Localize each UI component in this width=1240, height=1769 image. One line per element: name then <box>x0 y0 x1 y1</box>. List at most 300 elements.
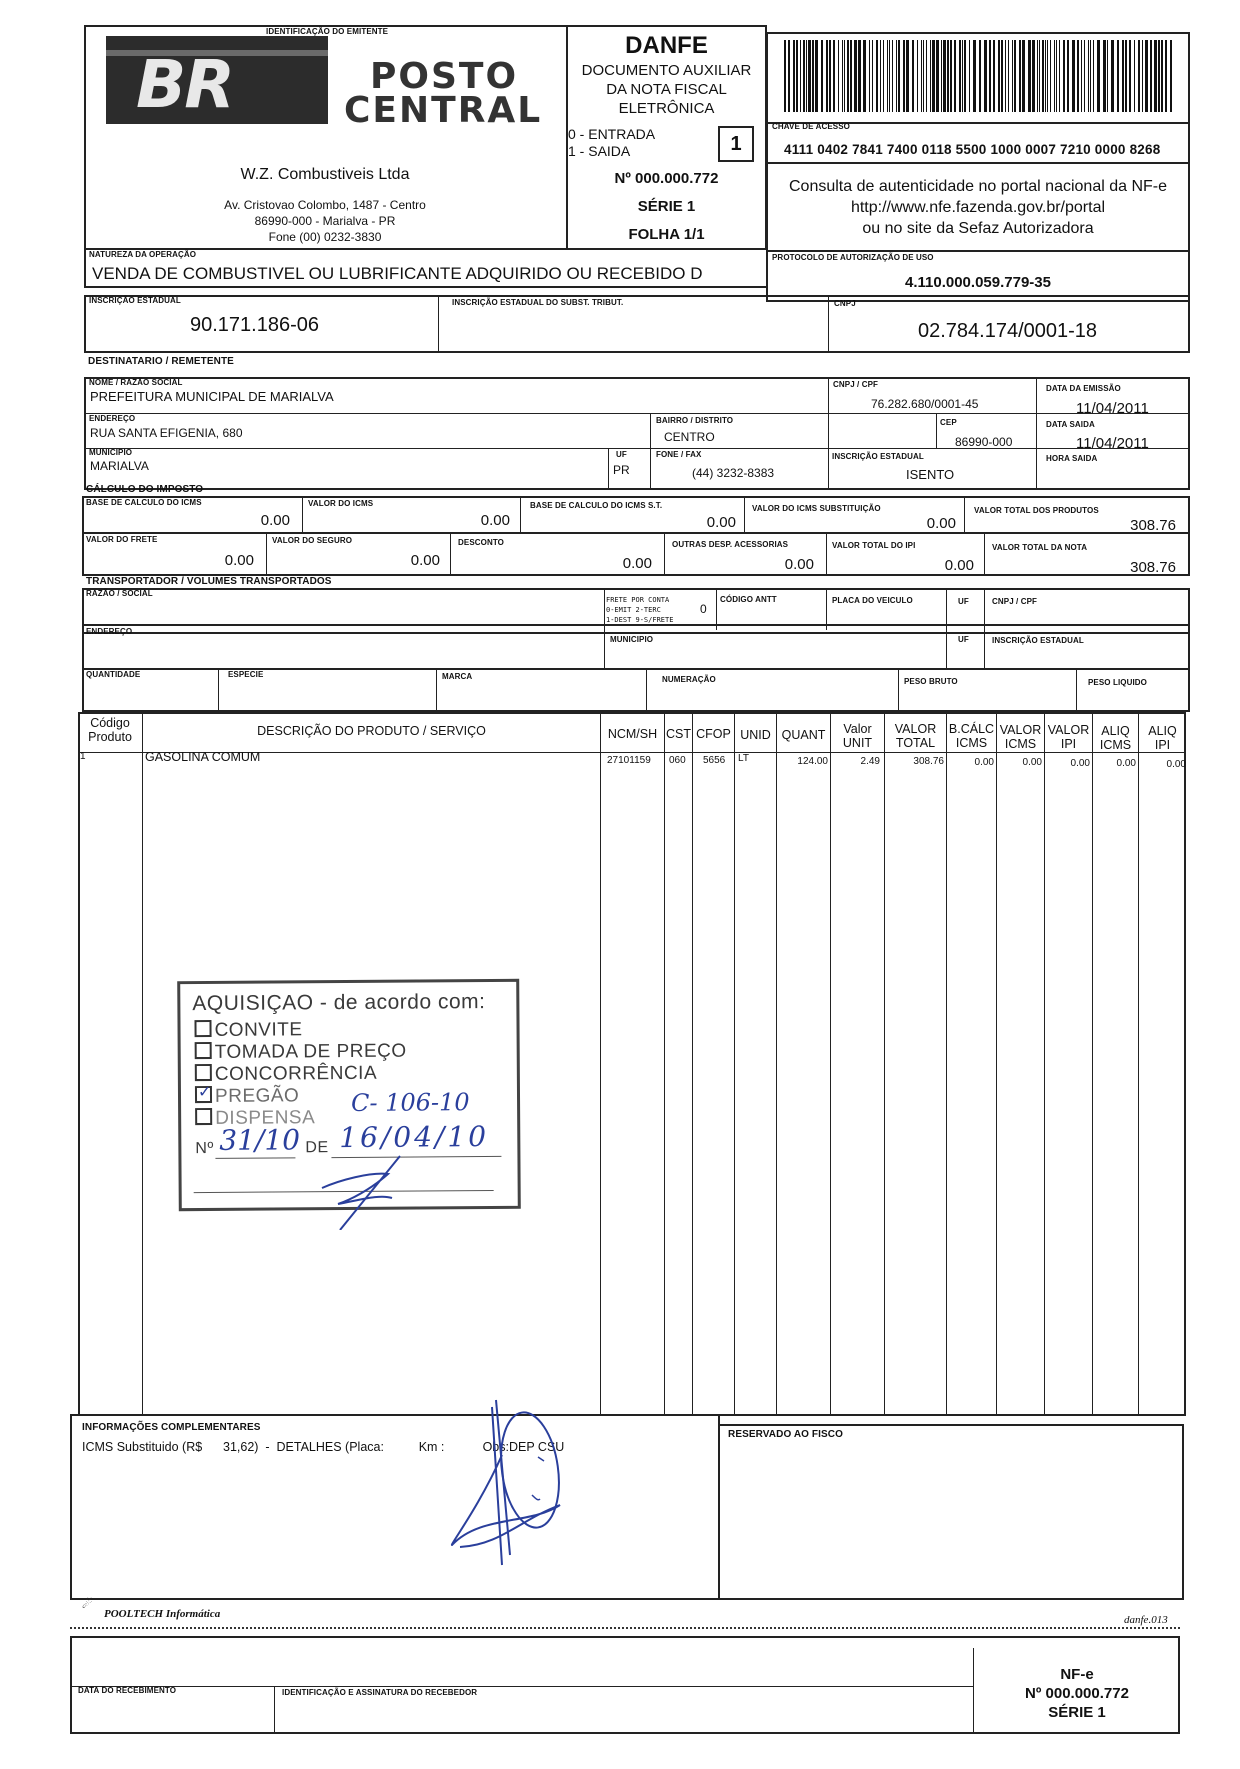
barcode-bar <box>1122 40 1124 112</box>
canhoto-data-label: DATA DO RECEBIMENTO <box>78 1686 177 1695</box>
barcode-bar <box>1170 40 1172 112</box>
consulta-line2: http://www.nfe.fazenda.gov.br/portal <box>850 199 1106 216</box>
danfe-subtitle1: DOCUMENTO AUXILIAR <box>581 62 752 79</box>
th-vicms2: ICMS <box>1004 737 1037 751</box>
barcode-bar <box>898 40 900 112</box>
barcode-bar <box>1063 40 1065 112</box>
row-bc-icms: 0.00 <box>974 757 994 768</box>
barcode-bar <box>863 40 866 112</box>
stamp-title: AQUISIÇAO - de acordo com: <box>192 990 486 1016</box>
barcode-bar <box>1138 40 1140 112</box>
row-vtotal: 308.76 <box>913 756 944 767</box>
barcode-bar <box>806 40 807 112</box>
barcode-bar <box>932 40 935 112</box>
danfe-title: DANFE <box>625 32 708 59</box>
bc-st: 0.00 <box>706 514 736 531</box>
ie-st-label: INSCRIÇÃO ESTADUAL DO SUBST. TRIBUT. <box>452 298 624 307</box>
barcode-bar <box>1008 40 1009 112</box>
th-cfop: CFOP <box>696 727 731 741</box>
barcode-bar <box>788 40 790 112</box>
stamp-option-concorrencia <box>195 1063 377 1086</box>
dest-v5 <box>936 414 937 448</box>
barcode-bar <box>1103 40 1106 112</box>
stamp-nr-line <box>215 1157 295 1159</box>
tr-v8 <box>646 669 647 711</box>
stamp-hand-code: C- 106-10 <box>350 1088 470 1117</box>
dest-endereco: RUA SANTA EFIGENIA, 680 <box>90 426 243 440</box>
emitente-address1: Av. Cristovao Colombo, 1487 - Centro <box>224 198 426 212</box>
desconto-label: DESCONTO <box>458 538 504 547</box>
barcode-bar <box>833 40 835 112</box>
emitente-section-label: IDENTIFICAÇÃO DO EMITENTE <box>266 27 389 36</box>
barcode-bar <box>979 40 981 112</box>
barcode-bar <box>921 40 922 112</box>
tr-quantidade-label: QUANTIDADE <box>86 670 141 679</box>
pcol-10 <box>996 713 997 1415</box>
icms-st: 0.00 <box>926 515 956 532</box>
barcode-bar <box>1072 40 1075 112</box>
ipi: 0.00 <box>944 557 974 574</box>
row-cst: 060 <box>669 755 686 766</box>
barcode-bar <box>1088 40 1089 112</box>
barcode-bar <box>923 40 924 112</box>
chave-label: CHAVE DE ACESSO <box>772 122 850 131</box>
natureza-label: NATUREZA DA OPERAÇÃO <box>89 250 197 259</box>
barcode-bar <box>969 40 970 112</box>
fisco-label: RESERVADO AO FISCO <box>728 1429 843 1440</box>
row-descricao: GASOLINA COMUM <box>145 750 261 764</box>
th-unid: UNID <box>740 728 771 742</box>
th-quant: QUANT <box>781 728 826 742</box>
barcode-bar <box>1037 40 1038 112</box>
logo-central: CENTRAL <box>344 90 543 131</box>
emitente-address2: 86990-000 - Marialva - PR <box>254 214 396 228</box>
tr-frete-conta2: 0-EMIT 2-TERC <box>606 606 661 614</box>
outras: 0.00 <box>784 556 814 573</box>
checkbox-icon <box>195 1064 212 1081</box>
row-quant: 124.00 <box>797 756 828 767</box>
barcode-bar <box>912 40 914 112</box>
dest-fone-label: FONE / FAX <box>656 450 702 459</box>
danfe-entrada: 0 - ENTRADA <box>568 126 656 142</box>
barcode-bar <box>1014 40 1016 112</box>
dest-uf-label: UF <box>616 450 627 459</box>
barcode-bar <box>906 40 909 112</box>
barcode-bar <box>1134 40 1135 112</box>
th-vunit2: UNIT <box>842 736 873 750</box>
barcode-bar <box>1084 40 1085 112</box>
pcol-8 <box>884 713 885 1415</box>
barcode-bar <box>941 40 942 112</box>
th-vtotal1: VALOR <box>894 722 937 736</box>
barcode-bar <box>1142 40 1143 112</box>
tr-uf2-label: UF <box>958 635 969 644</box>
canhoto-mid-line <box>70 1686 974 1687</box>
tr-frete-conta1: FRETE POR CONTA <box>606 596 670 604</box>
cut-line <box>70 1627 1180 1629</box>
pcol-11 <box>1044 713 1045 1415</box>
dest-v3 <box>650 414 651 490</box>
barcode-bar <box>826 40 828 112</box>
barcode-bar <box>984 40 987 112</box>
stamp-nr-label: Nº <box>195 1139 214 1158</box>
tr-placa-label: PLACA DO VEICULO <box>832 596 913 605</box>
barcode-bar <box>800 40 801 112</box>
transp-box-row2 <box>82 624 1190 670</box>
pcol-12 <box>1092 713 1093 1415</box>
barcode-bar <box>962 40 963 112</box>
row-a-icms: 0.00 <box>1116 758 1136 769</box>
total-prod: 308.76 <box>1130 517 1176 534</box>
row-cfop: 5656 <box>703 755 726 766</box>
dest-row1 <box>84 413 1190 414</box>
dest-cep: 86990-000 <box>955 435 1013 449</box>
barcode-bar <box>815 40 818 112</box>
th-vipi1: VALOR <box>1047 723 1090 737</box>
th-vtotal2: TOTAL <box>895 736 936 750</box>
barcode-bar <box>1129 40 1131 112</box>
checked-box-icon: ✓ <box>195 1086 212 1103</box>
tr-v4 <box>946 590 947 670</box>
barcode-bar <box>1054 40 1055 112</box>
barcode-bar <box>1165 40 1167 112</box>
barcode-bar <box>1022 40 1025 112</box>
br-logo <box>106 36 328 124</box>
frete: 0.00 <box>224 552 254 569</box>
dest-data-emissao-label: DATA DA EMISSÃO <box>1046 384 1121 393</box>
footer-code: danfe.013 <box>1124 1614 1168 1626</box>
canhoto-serie: SÉRIE 1 <box>1048 1704 1106 1721</box>
barcode-bar <box>869 40 870 112</box>
th-cst: CST <box>666 727 691 741</box>
barcode-bar <box>883 40 884 112</box>
barcode-bar <box>1039 40 1040 112</box>
barcode-bar <box>1056 40 1057 112</box>
consulta-line1: Consulta de autenticidade no portal nacional da NF-e <box>788 178 1168 195</box>
dest-ie: ISENTO <box>906 467 955 482</box>
dest-hora-saida-label: HORA SAIDA <box>1046 454 1098 463</box>
th-bc2: ICMS <box>955 736 988 750</box>
dest-v4 <box>608 449 609 489</box>
dest-uf: PR <box>613 463 630 477</box>
barcode-bar <box>796 40 798 112</box>
barcode-bar <box>947 40 949 112</box>
barcode-bar <box>821 40 823 112</box>
tr-peso-liquido-label: PESO LIQUIDO <box>1088 678 1147 687</box>
imp-v2 <box>520 497 521 534</box>
stamp-option-tomada <box>195 1041 407 1064</box>
logo-posto: POSTO <box>370 56 519 97</box>
barcode-bar <box>892 40 893 112</box>
dest-ie-label: INSCRIÇÃO ESTADUAL <box>832 452 924 461</box>
tr-v9 <box>898 669 899 711</box>
canhoto-assinatura-label: IDENTIFICAÇÃO E ASSINATURA DO RECEBEDOR <box>282 1688 478 1697</box>
barcode-bar <box>1097 40 1100 112</box>
row-vunit: 2.49 <box>860 756 880 767</box>
stamp-convite-label: CONVITE <box>214 1019 303 1041</box>
tr-especie-label: ESPECIE <box>228 670 264 679</box>
icms-label: VALOR DO ICMS <box>308 499 374 508</box>
inscricao-divider1 <box>438 296 439 352</box>
imp-v3 <box>744 497 745 534</box>
tr-peso-bruto-label: PESO BRUTO <box>904 677 958 686</box>
barcode-bar <box>1050 40 1051 112</box>
barcode-bar <box>998 40 1000 112</box>
barcode-bar <box>1081 40 1082 112</box>
dest-nome: PREFEITURA MUNICIPAL DE MARIALVA <box>90 389 334 404</box>
barcode-bar <box>872 40 873 112</box>
pcol-1 <box>142 713 143 1415</box>
barcode-bar <box>1125 40 1127 112</box>
danfe-tipo: 1 <box>718 126 754 162</box>
protocolo-label: PROTOCOLO DE AUTORIZAÇÃO DE USO <box>772 253 934 262</box>
canhoto-v1 <box>274 1686 275 1734</box>
barcode-bar <box>936 40 939 112</box>
barcode-bar <box>964 40 966 112</box>
barcode-bar <box>943 40 946 112</box>
barcode-bar <box>1032 40 1035 112</box>
barcode-bar <box>1077 40 1079 112</box>
danfe-subtitle3: ELETRÔNICA <box>618 100 715 117</box>
barcode-bar <box>880 40 881 112</box>
tr-municipio-label: MUNICIPIO <box>610 635 654 644</box>
pcol-5 <box>734 713 735 1415</box>
barcode-bar <box>1005 40 1006 112</box>
bc-icms: 0.00 <box>260 512 290 529</box>
dest-cnpj-label: CNPJ / CPF <box>833 380 879 389</box>
barcode-bar <box>850 40 852 112</box>
barcode-bar <box>829 40 831 112</box>
imp-v6 <box>450 533 451 575</box>
imp-v5 <box>266 533 267 575</box>
tr-frete-conta3: 1-DEST 9-S/FRETE <box>606 616 674 624</box>
barcode-bar <box>903 40 905 112</box>
cnpj-emitente-value: 02.784.174/0001-18 <box>918 320 1098 342</box>
canhoto-nfe: NF-e <box>1060 1666 1094 1683</box>
th-aicms2: ICMS <box>1099 738 1132 752</box>
dest-endereco-label: ENDEREÇO <box>89 414 136 423</box>
dest-bairro: CENTRO <box>664 430 715 444</box>
checkbox-icon <box>195 1108 212 1125</box>
checkbox-icon <box>194 1020 211 1037</box>
th-aipi1: ALIQ <box>1148 724 1177 738</box>
dest-data-saida-label: DATA SAIDA <box>1046 420 1095 429</box>
tr-v7 <box>436 669 437 711</box>
icms-st-label: VALOR DO ICMS SUBSTITUIÇÃO <box>752 504 881 513</box>
seguro: 0.00 <box>410 552 440 569</box>
info-text: ICMS Substituido (R$ 31,62) - DETALHES (Placa: Km : Obs:DEP CSU <box>82 1440 565 1454</box>
checkbox-icon <box>195 1042 212 1059</box>
tr-v1 <box>604 590 605 670</box>
th-codigo1: Código <box>90 716 130 730</box>
pcol-6 <box>776 713 777 1415</box>
danfe-saida: 1 - SAIDA <box>568 143 631 159</box>
emitente-company: W.Z. Combustiveis Ltda <box>240 166 410 183</box>
tr-v5 <box>984 590 985 670</box>
danfe-numero: Nº 000.000.772 <box>614 170 719 187</box>
th-bc1: B.CÁLC <box>948 722 995 736</box>
barcode-bar <box>954 40 956 112</box>
barcode-bar <box>838 40 839 112</box>
inscricao-divider2 <box>828 296 829 352</box>
natureza-value: VENDA DE COMBUSTIVEL OU LUBRIFICANTE ADQUIRIDO OU RECEBIDO D <box>92 264 703 283</box>
barcode-bar <box>793 40 795 112</box>
destinatario-section-label: DESTINATARIO / REMETENTE <box>88 356 234 367</box>
bc-icms-label: BASE DE CALCULO DO ICMS <box>86 498 202 507</box>
barcode-bar <box>1093 40 1094 112</box>
barcode-bar <box>1019 40 1021 112</box>
bc-st-label: BASE DE CALCULO DO ICMS S.T. <box>530 501 663 510</box>
dest-municipio-label: MUNICIPIO <box>89 448 133 457</box>
footer-software: POOLTECH Informática <box>104 1608 221 1620</box>
dest-cep-label: CEP <box>940 418 957 427</box>
row-v-icms: 0.00 <box>1022 757 1042 768</box>
stamp-option-pregao <box>195 1085 299 1108</box>
dest-row2 <box>84 448 1190 449</box>
tr-marca-label: MARCA <box>442 672 473 681</box>
barcode-bar <box>844 40 845 112</box>
tr-endereco-label: ENDEREÇO <box>86 627 133 636</box>
th-aipi2: IPI <box>1154 738 1171 752</box>
stamp-concorrencia-label: CONCORRÊNCIA <box>214 1062 378 1085</box>
imp-v9 <box>984 533 985 575</box>
tr-v10 <box>1076 669 1077 711</box>
pcol-7 <box>830 713 831 1415</box>
consulta-line3: ou no site da Sefaz Autorizadora <box>862 220 1094 237</box>
th-vicms1: VALOR <box>999 723 1042 737</box>
barcode-bar <box>1028 40 1031 112</box>
stamp-hand-date: 16/04/10 <box>339 1120 490 1155</box>
barcode-bar <box>1047 40 1048 112</box>
outras-label: OUTRAS DESP. ACESSORIAS <box>672 540 789 549</box>
stamp-hand-number: 31/10 <box>219 1123 301 1157</box>
barcode-bar <box>1001 40 1003 112</box>
barcode-bar <box>1107 40 1108 112</box>
danfe-subtitle2: DA NOTA FISCAL <box>606 81 727 98</box>
barcode-bar <box>1111 40 1114 112</box>
icms: 0.00 <box>480 512 510 529</box>
stamp-pregao-label: PREGÃO <box>214 1085 300 1107</box>
imp-v8 <box>826 533 827 575</box>
row-unid: LT <box>738 753 749 764</box>
barcode-bar <box>1090 40 1091 112</box>
tr-v6 <box>218 669 219 711</box>
imp-v1 <box>302 497 303 534</box>
dest-fone: (44) 3232-8383 <box>692 466 775 480</box>
ie-value: 90.171.186-06 <box>190 314 320 336</box>
logo-mark: BR <box>136 46 234 123</box>
barcode-bar <box>842 40 843 112</box>
th-aicms1: ALIQ <box>1101 724 1130 738</box>
tr-numeracao-label: NUMERAÇÃO <box>662 675 716 684</box>
barcode-bar <box>854 40 857 112</box>
dest-nome-label: NOME / RAZÃO SOCIAL <box>89 378 183 387</box>
danfe-folha: FOLHA 1/1 <box>628 226 705 243</box>
pcol-2 <box>600 713 601 1415</box>
barcode-bar <box>1117 40 1119 112</box>
danfe-serie: SÉRIE 1 <box>637 198 696 215</box>
dest-v2 <box>1036 377 1037 489</box>
barcode <box>784 40 1174 112</box>
tr-ie-label: INSCRIÇÃO ESTADUAL <box>992 636 1084 645</box>
tr-frete-value: 0 <box>700 602 707 616</box>
fisco-box <box>718 1424 1184 1600</box>
barcode-bar <box>989 40 991 112</box>
barcode-bar <box>803 40 805 112</box>
row-codigo: 1 <box>80 751 86 762</box>
pcol-9 <box>946 713 947 1415</box>
imp-v4 <box>964 497 965 534</box>
stamp-de-label: DE <box>305 1139 329 1157</box>
stamp-dispensa-label: DISPENSA <box>215 1107 316 1129</box>
tr-v2 <box>716 590 717 630</box>
dest-municipio: MARIALVA <box>90 459 149 473</box>
dest-data-emissao: 11/04/2011 <box>1076 400 1149 417</box>
total-nota-label: VALOR TOTAL DA NOTA <box>992 543 1088 552</box>
th-descricao: DESCRIÇÃO DO PRODUTO / SERVIÇO <box>257 724 486 738</box>
imp-v7 <box>664 533 665 575</box>
seguro-label: VALOR DO SEGURO <box>272 536 353 545</box>
transportador-section-label: TRANSPORTADOR / VOLUMES TRANSPORTADOS <box>86 576 332 587</box>
canhoto-numero: Nº 000.000.772 <box>1025 1685 1129 1702</box>
pcol-3 <box>664 713 665 1415</box>
barcode-bar <box>876 40 878 112</box>
pooltech-icon: ☄ <box>82 1597 93 1611</box>
barcode-bar <box>812 40 814 112</box>
barcode-bar <box>950 40 952 112</box>
stamp-option-convite <box>194 1019 302 1042</box>
barcode-bar <box>896 40 897 112</box>
desconto: 0.00 <box>622 555 652 572</box>
barcode-bar <box>1045 40 1046 112</box>
dest-v1 <box>828 377 829 489</box>
barcode-bar <box>930 40 931 112</box>
row-v-ipi: 0.00 <box>1070 758 1090 769</box>
barcode-bar <box>1161 40 1163 112</box>
barcode-bar <box>1059 40 1060 112</box>
stamp-signature-icon <box>300 1150 440 1230</box>
th-vunit1: Valor <box>843 722 872 736</box>
emitente-phone: Fone (00) 0232-3830 <box>268 230 382 244</box>
th-vipi2: IPI <box>1060 737 1077 751</box>
barcode-bar <box>973 40 976 112</box>
barcode-bar <box>847 40 849 112</box>
imposto-section-label: CÁLCULO DO IMPOSTO <box>86 484 204 495</box>
dest-data-saida: 11/04/2011 <box>1076 435 1149 452</box>
tr-uf-label: UF <box>958 597 969 606</box>
tr-v3 <box>826 590 827 630</box>
pcol-13 <box>1138 713 1139 1415</box>
row-ncm: 27101159 <box>607 755 651 766</box>
tr-antt-label: CÓDIGO ANTT <box>720 595 777 604</box>
total-nota: 308.76 <box>1130 559 1176 576</box>
cnpj-emitente-label: CNPJ <box>834 299 856 308</box>
th-ncm: NCM/SH <box>607 727 658 741</box>
stamp-tomada-label: TOMADA DE PREÇO <box>214 1040 407 1063</box>
barcode-bar <box>1012 40 1013 112</box>
ipi-label: VALOR TOTAL DO IPI <box>832 541 916 550</box>
dest-bairro-label: BAIRRO / DISTRITO <box>656 416 734 425</box>
barcode-bar <box>926 40 927 112</box>
info-label: INFORMAÇÕES COMPLEMENTARES <box>82 1422 261 1433</box>
barcode-bar <box>889 40 890 112</box>
total-prod-label: VALOR TOTAL DOS PRODUTOS <box>974 506 1099 515</box>
signature-icon <box>440 1395 600 1575</box>
barcode-bar <box>1067 40 1069 112</box>
pcol-4 <box>692 713 693 1415</box>
barcode-bar <box>1150 40 1152 112</box>
th-codigo2: Produto <box>88 730 132 744</box>
